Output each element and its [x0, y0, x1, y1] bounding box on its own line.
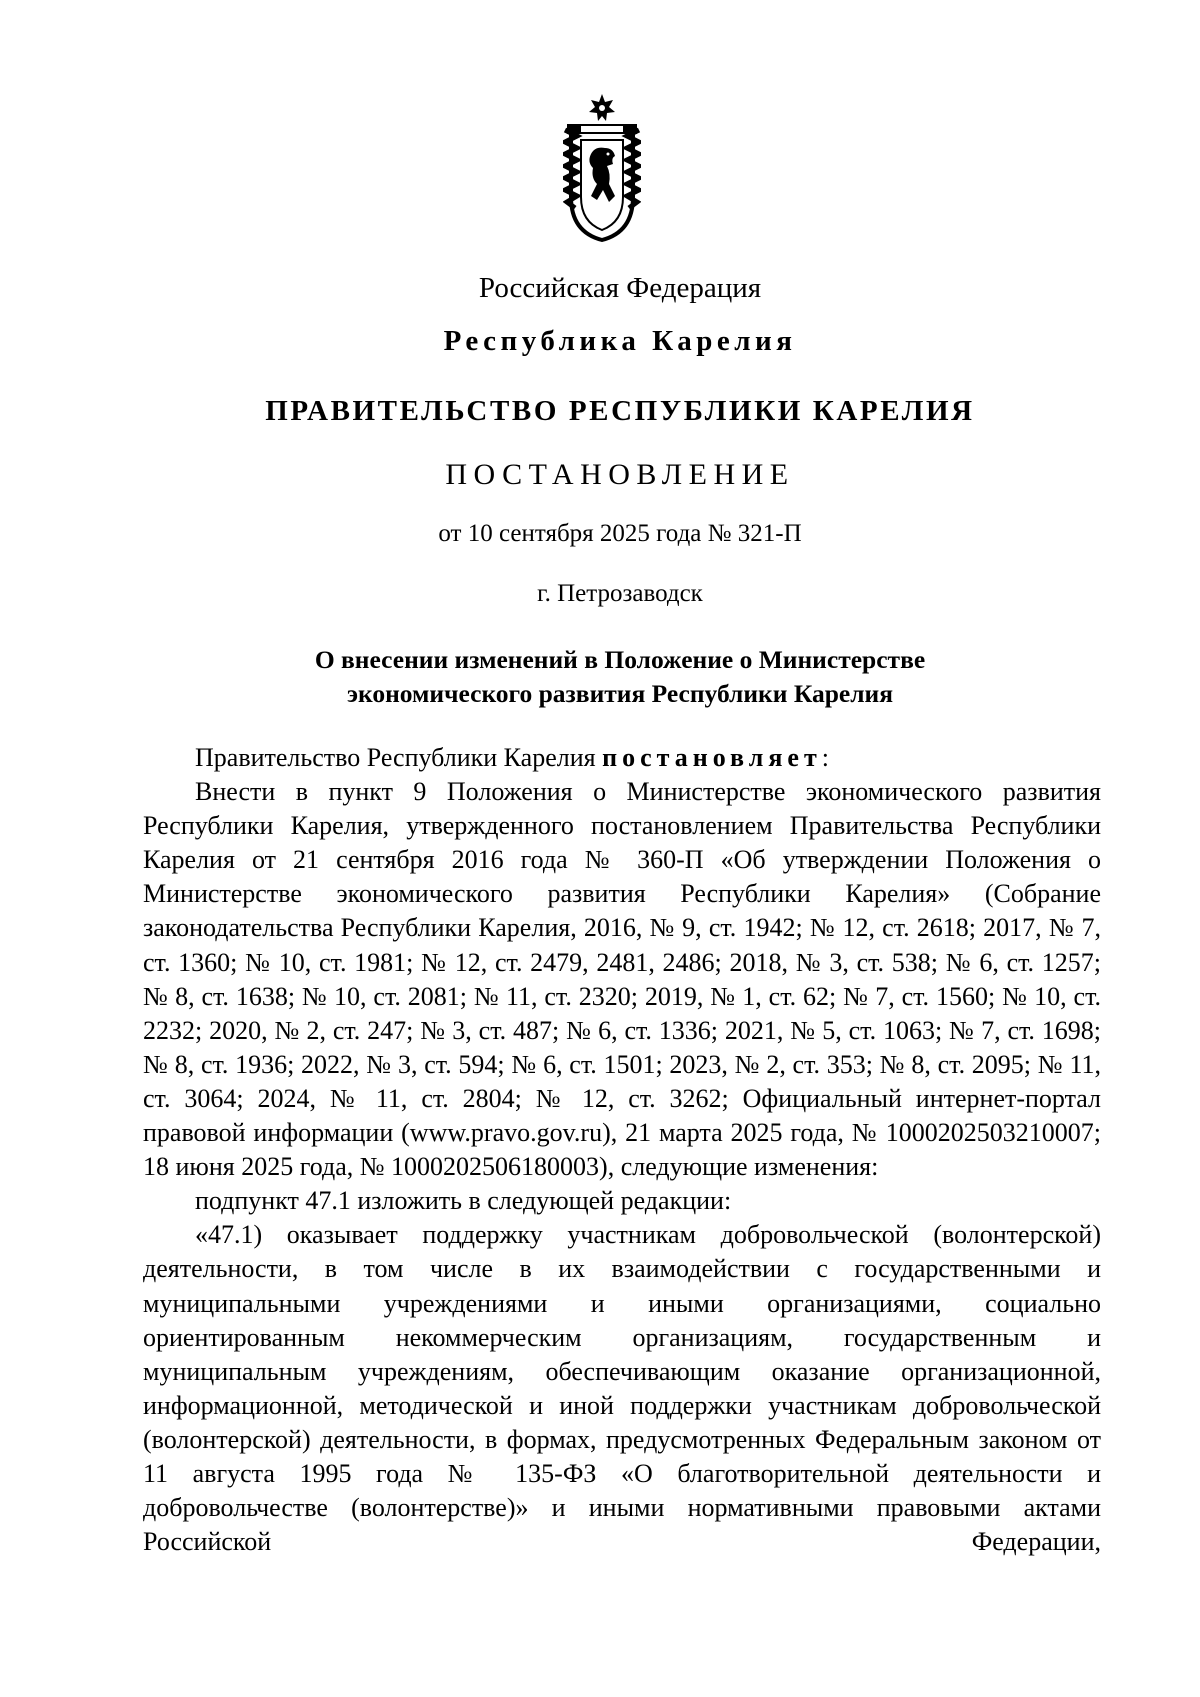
karelia-coat-of-arms-icon	[563, 92, 641, 242]
paragraph-2: подпункт 47.1 изложить в следующей редакции:	[195, 1186, 732, 1216]
intro-paragraph	[143, 741, 1101, 775]
paragraph-1: Внести в пункт 9 Положения о Министерстве экономического развития Республики Карелия, утвержденного постановлением Правительства Республики Карелия от 21 сентября 2016 года № 360-П «Об утверждении Положения о Министерстве экономического развития Республики Карелия» (Собрание законодательства Республики Карелия, 2016, № 9, ст. 1942; № 12, ст. 2618; 2017, № 7, ст. 1360; № 10, ст. 1981; № 12, ст. 2479, 2481, 2486; 2018, № 3, ст. 538; № 6, ст. 1257; № 8, ст. 1638; № 10, ст. 2081; № 11, ст. 2320; 2019, № 1, ст. 62; № 7, ст. 1560; № 10, ст. 2232; 2020, № 2, ст. 247; № 3, ст. 487; № 6, ст. 1336; 2021, № 5, ст. 1063; № 7, ст. 1698; № 8, ст. 1936; 2022, № 3, ст. 594; № 6, ст. 1501; 2023, № 2, ст. 353; № 8, ст. 2095; № 11, ст. 3064; 2024, № 11, ст. 2804; № 12, ст. 3262; Официальный интернет-портал правовой информации (www.pravo.gov.ru), 21 марта 2025 года, № 1000202503210007; 18 июня 2025 года, № 1000202506180003), следующие изменения:	[143, 777, 1101, 1182]
document-body	[143, 741, 1101, 1559]
intro-text: Правительство Республики Карелия	[195, 743, 603, 772]
government-name: ПРАВИТЕЛЬСТВО РЕСПУБЛИКИ КАРЕЛИЯ	[265, 395, 975, 427]
intro-verb: постановляет	[602, 743, 822, 772]
document-date-number: от 10 сентября 2025 года № 321-П	[438, 520, 802, 547]
document-title	[0, 643, 1200, 711]
document-city: г. Петрозаводск	[537, 580, 703, 607]
intro-end: :	[821, 743, 829, 772]
document-title-line-2: экономического развития Республики Карелия	[346, 679, 894, 708]
document-title-line-1: О внесении изменений в Положение о Министерстве	[314, 645, 926, 674]
country-name: Российская Федерация	[478, 272, 762, 304]
republic-name: Республика Карелия	[443, 325, 797, 357]
document-type: ПОСТАНОВЛЕНИЕ	[445, 458, 795, 491]
paragraph-3: «47.1) оказывает поддержку участникам добровольческой (волонтерской) деятельности, в том числе в их взаимодействии с государственными и муниципальными учреждениями и иными организациями, социально ориентированным некоммерческим организациям, государственным и муниципальным учреждениям, обеспечивающим оказание организационной, информационной, методической и иной поддержки участникам добровольческой (волонтерской) деятельности, в формах, предусмотренных Федеральным законом от 11 августа 1995 года № 135-ФЗ «О благотворительной деятельности и добровольчестве (волонтерстве)» и иными нормативными правовыми актами Российской Федерации,	[143, 1220, 1101, 1557]
